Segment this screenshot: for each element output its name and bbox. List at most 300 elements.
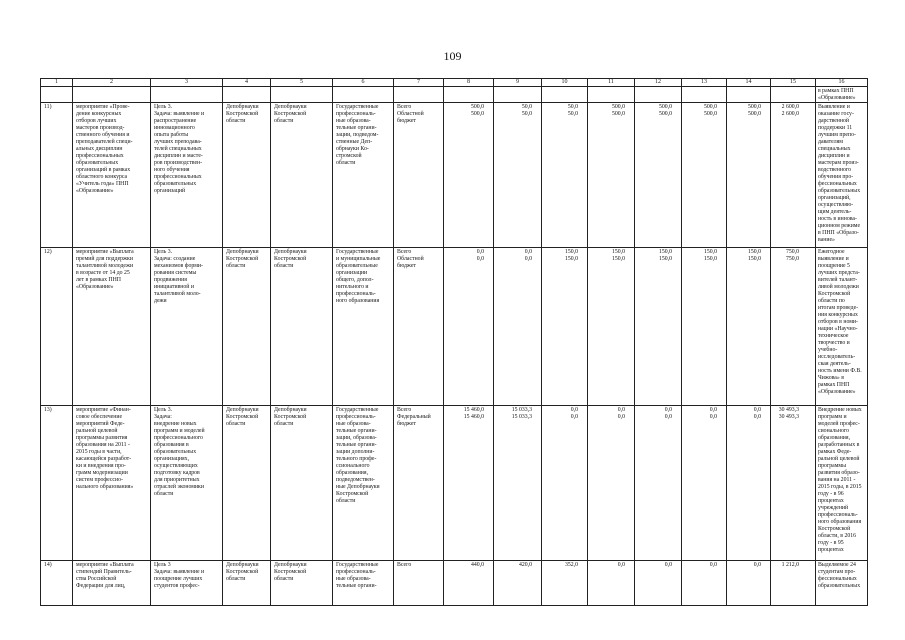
cell-col-16 xyxy=(816,103,868,248)
cell-line: 500,0 xyxy=(747,104,761,110)
cell-line: организациях, xyxy=(154,456,190,462)
cell-line: Костромской xyxy=(336,491,369,497)
cell-col-11 xyxy=(588,406,635,561)
cell-line: и муниципальные xyxy=(336,256,381,262)
cell-line: программы xyxy=(818,463,846,469)
cell-line: 2 600,0 xyxy=(781,104,799,110)
cell-line: Выявление и xyxy=(818,104,850,110)
cell-line: учебно- xyxy=(818,347,838,353)
cell-line: образования в xyxy=(154,442,189,448)
cell-col-3 xyxy=(151,561,223,606)
cell-line: сионального xyxy=(818,428,849,434)
cell-line: 150,0 xyxy=(703,249,717,255)
cell-line: ская деятель- xyxy=(818,361,851,367)
cell-line: ства Российской xyxy=(76,576,117,582)
cell-line: опыта работы xyxy=(154,132,189,138)
cell-line: 2 600,0 xyxy=(781,111,799,117)
cell-line: программ и xyxy=(818,414,847,420)
cell-col-15 xyxy=(771,406,816,561)
cell-line: ного образования xyxy=(336,298,380,304)
cell-col-14 xyxy=(727,561,771,606)
cell-line: преподавателей специ- xyxy=(76,139,133,145)
cell-line: Всего xyxy=(397,562,412,568)
cell-line: поддержки 11 xyxy=(818,125,853,131)
cell-line: «Учитель года» ПНП xyxy=(76,181,129,187)
cell-line: мероприятие «Финан- xyxy=(76,407,131,413)
cell-col-4 xyxy=(223,561,271,606)
cell-line: 352,0 xyxy=(564,562,578,568)
cell-col-9 xyxy=(494,406,542,561)
cell-line: Задача: выявление и xyxy=(154,569,205,575)
cell-line: ния конкурсных xyxy=(818,312,858,318)
cell-line: образовательных xyxy=(818,188,861,194)
cell-line: Всего xyxy=(397,249,412,255)
column-number-8: 8 xyxy=(444,79,494,87)
cell-line: 0,0 xyxy=(664,562,672,568)
cell-line: Государственные xyxy=(336,104,379,110)
cell-line: 750,0 xyxy=(785,256,799,262)
cell-line: студентов профес- xyxy=(154,583,200,589)
cell-line: Цель 3. xyxy=(154,104,173,110)
cell-line: Государственные xyxy=(336,562,379,568)
cell-line: 2015 годы, в 2015 xyxy=(818,484,862,490)
cell-line: образовательных xyxy=(76,160,119,166)
cell-line: подготовку кадров xyxy=(154,470,200,476)
column-number-7: 7 xyxy=(394,79,444,87)
cell-line: вителей талант- xyxy=(818,277,858,283)
cell-line: совое обеспечение xyxy=(76,414,123,420)
cell-line: 1 212,0 xyxy=(781,562,799,568)
cell-line: ральной целевой xyxy=(76,428,118,434)
cell-col-15 xyxy=(771,561,816,606)
cell-col-14 xyxy=(727,406,771,561)
cell-line: Государственные xyxy=(336,407,379,413)
cell-col-4 xyxy=(223,103,271,248)
cell-line: мероприятие «Выплата xyxy=(76,562,134,568)
cell-line: 15 033,3 xyxy=(511,414,532,420)
cell-line: творчество и xyxy=(818,340,850,346)
cell-line: ные образова- xyxy=(336,576,371,582)
cell-line: профессиональных xyxy=(154,174,202,180)
cell-col-9 xyxy=(494,103,542,248)
cell-line: Областной xyxy=(397,111,424,117)
cell-line: Федеральный xyxy=(397,414,431,420)
column-number-15: 15 xyxy=(771,79,816,87)
column-number-11: 11 xyxy=(588,79,635,87)
cell-line: для приоритетных xyxy=(154,477,200,483)
cell-line: 2015 годы в части, xyxy=(76,449,122,455)
cell-line: ность имени Ф.В. xyxy=(818,368,862,374)
cell-line: 0,0 xyxy=(476,249,484,255)
cell-line: осуществляю- xyxy=(818,202,854,208)
cell-line: 440,0 xyxy=(470,562,484,568)
table-row xyxy=(41,103,868,248)
cell-col-7 xyxy=(394,561,444,606)
cell-line: ность в иннова- xyxy=(818,216,857,222)
cell-line: Депобрнауки xyxy=(274,249,307,255)
cell-line: 14) xyxy=(44,562,52,568)
cell-col-8 xyxy=(444,406,494,561)
cell-col-3 xyxy=(151,248,223,406)
cell-line: поощрение лучших xyxy=(154,576,203,582)
cell-line: нации «Научно- xyxy=(818,326,858,332)
cell-line: Выделяемое 24 xyxy=(818,562,856,568)
cell-line: ционном режиме xyxy=(818,223,861,229)
cell-col-12 xyxy=(635,561,682,606)
cell-line: лучших предста- xyxy=(818,270,860,276)
cell-line: Депобрнауки xyxy=(226,407,259,413)
column-number-14: 14 xyxy=(727,79,771,87)
cell-col-10 xyxy=(542,87,588,103)
cell-col-3 xyxy=(151,87,223,103)
cell-line: образовательных xyxy=(818,583,861,589)
cell-line: Костромской xyxy=(226,256,259,262)
cell-line: 500,0 xyxy=(747,111,761,117)
cell-line: механизмов форми- xyxy=(154,263,203,269)
cell-line: 13) xyxy=(44,407,52,413)
cell-line: Депобрнауки xyxy=(274,104,307,110)
cell-line: вания на 2011 - xyxy=(818,477,856,483)
cell-line: лучшим препо- xyxy=(818,132,856,138)
cell-line: лет в рамках ПНП xyxy=(76,277,121,283)
cell-line: бюджет xyxy=(397,118,416,124)
cell-line: дарственной xyxy=(818,118,850,124)
cell-line: тельные органи- xyxy=(336,442,377,448)
cell-line: образования, xyxy=(818,435,851,441)
cell-line: 0,0 xyxy=(524,249,532,255)
cell-line: 0,0 xyxy=(709,562,717,568)
column-number-3: 3 xyxy=(151,79,223,87)
cell-col-8 xyxy=(444,87,494,103)
cell-line: разработанных в xyxy=(818,442,860,448)
cell-line: программ и моделей xyxy=(154,428,205,434)
cell-line: 30 493,3 xyxy=(778,407,799,413)
cell-col-4 xyxy=(223,248,271,406)
cell-line: образовательные xyxy=(336,263,378,269)
cell-line: Депобрнауки xyxy=(226,562,259,568)
cell-line: обучения про- xyxy=(818,174,854,180)
cell-col-12 xyxy=(635,87,682,103)
cell-line: 0,0 xyxy=(664,407,672,413)
cell-line: профессионального xyxy=(154,435,203,441)
cell-col-2 xyxy=(73,406,151,561)
cell-line: тельного профе- xyxy=(336,456,377,462)
cell-line: продвижения xyxy=(154,277,187,283)
cell-line: талантливой моло- xyxy=(154,291,201,297)
column-number-13: 13 xyxy=(682,79,727,87)
cell-line: Всего xyxy=(397,104,412,110)
cell-line: мероприятие «Выплата xyxy=(76,249,134,255)
cell-line: в рамках ПНП xyxy=(818,88,854,94)
cell-line: тельные органи- xyxy=(336,125,377,131)
cell-line: Костромской xyxy=(226,569,259,575)
cell-line: внедрение новых xyxy=(154,421,197,427)
cell-line: рамках ПНП xyxy=(818,382,850,388)
cell-line: Цель 3 xyxy=(154,562,171,568)
cell-line: профессиональ- xyxy=(336,414,376,420)
cell-col-14 xyxy=(727,87,771,103)
cell-line: 0,0 xyxy=(617,407,625,413)
cell-line: области xyxy=(154,491,174,497)
cell-col-11 xyxy=(588,87,635,103)
cell-line: 0,0 xyxy=(753,414,761,420)
table-row xyxy=(41,248,868,406)
cell-line: 500,0 xyxy=(611,104,625,110)
data-table xyxy=(40,78,868,606)
cell-col-13 xyxy=(682,103,727,248)
cell-line: области xyxy=(274,118,294,124)
cell-col-1 xyxy=(41,561,73,606)
cell-col-5 xyxy=(271,103,333,248)
cell-line: году - в 95 xyxy=(818,540,844,546)
cell-line: 500,0 xyxy=(470,111,484,117)
cell-col-7 xyxy=(394,87,444,103)
cell-col-7 xyxy=(394,103,444,248)
cell-line: обрнауки Ко- xyxy=(336,146,369,152)
cell-line: области xyxy=(274,576,294,582)
cell-col-13 xyxy=(682,561,727,606)
cell-line: профессиональ- xyxy=(336,569,376,575)
cell-line: отборов в номи- xyxy=(818,319,858,325)
cell-line: Государственные xyxy=(336,249,379,255)
cell-line: выявление и xyxy=(818,256,849,262)
cell-col-15 xyxy=(771,248,816,406)
cell-col-16 xyxy=(816,87,868,103)
cell-line: талантливой молодежи xyxy=(76,263,134,269)
cell-line: 500,0 xyxy=(611,111,625,117)
cell-line: специальных xyxy=(818,146,851,152)
cell-line: 0,0 xyxy=(753,407,761,413)
cell-line: 150,0 xyxy=(564,249,578,255)
cell-line: ральной целевой xyxy=(818,456,860,462)
cell-line: 500,0 xyxy=(703,104,717,110)
cell-line: 500,0 xyxy=(658,111,672,117)
cell-line: области xyxy=(336,160,356,166)
cell-line: дежи xyxy=(154,298,167,304)
cell-line: образовательных xyxy=(154,449,197,455)
cell-line: зации дополни- xyxy=(336,449,375,455)
cell-line: грамм модернизации xyxy=(76,470,128,476)
cell-line: 150,0 xyxy=(564,256,578,262)
cell-line: «Образование» xyxy=(76,188,114,194)
cell-col-6 xyxy=(333,248,394,406)
cell-line: 0,0 xyxy=(524,256,532,262)
cell-line: ные образова- xyxy=(336,118,371,124)
column-number-12: 12 xyxy=(635,79,682,87)
cell-line: нального образования» xyxy=(76,484,134,490)
header-row xyxy=(41,79,868,87)
cell-line: Задача: выявление и xyxy=(154,111,205,117)
cell-line: вание» xyxy=(818,237,835,243)
cell-line: Костромской xyxy=(274,111,307,117)
cell-line: 30 493,3 xyxy=(778,414,799,420)
cell-line: телей специальных xyxy=(154,146,202,152)
cell-col-6 xyxy=(333,406,394,561)
cell-line: стромской xyxy=(336,153,362,159)
cell-line: студентам про- xyxy=(818,569,856,575)
cell-line: организации xyxy=(336,270,368,276)
cell-line: области, в 2016 xyxy=(818,533,857,539)
cell-line: ливой молодежи xyxy=(818,284,859,290)
cell-col-2 xyxy=(73,103,151,248)
cell-line: процентах xyxy=(818,547,844,553)
cell-col-9 xyxy=(494,561,542,606)
cell-col-12 xyxy=(635,248,682,406)
cell-col-12 xyxy=(635,406,682,561)
cell-line: Костромской xyxy=(274,569,307,575)
cell-line: отборов лучших xyxy=(76,118,117,124)
cell-line: образования на 2011 - xyxy=(76,442,130,448)
cell-line: 0,0 xyxy=(570,414,578,420)
cell-line: Депобрнауки xyxy=(274,562,307,568)
cell-line: инновационного xyxy=(154,125,195,131)
cell-line: области xyxy=(226,263,246,269)
cell-line: фессиональных xyxy=(818,576,857,582)
cell-line: в ПНП «Образо- xyxy=(818,230,859,236)
cell-col-1 xyxy=(41,406,73,561)
cell-line: Областной xyxy=(397,256,424,262)
cell-line: процентах xyxy=(818,498,844,504)
cell-line: 150,0 xyxy=(747,256,761,262)
cell-line: оказание госу- xyxy=(818,111,854,117)
cell-line: 0,0 xyxy=(753,562,761,568)
cell-line: ственные Деп- xyxy=(336,139,373,145)
cell-line: Чижова» в xyxy=(818,375,844,381)
cell-line: дение конкурсных xyxy=(76,111,122,117)
cell-line: 150,0 xyxy=(658,249,672,255)
cell-col-11 xyxy=(588,561,635,606)
cell-line: поощрение 5 xyxy=(818,263,850,269)
cell-line: мастеров производ- xyxy=(76,125,125,131)
table-row xyxy=(41,406,868,561)
cell-line: техническое xyxy=(818,333,849,339)
column-number-1: 1 xyxy=(41,79,73,87)
cell-line: зации, подведом- xyxy=(336,132,379,138)
cell-line: отраслей экономики xyxy=(154,484,204,490)
cell-line: области xyxy=(274,421,294,427)
cell-line: 0,0 xyxy=(664,414,672,420)
cell-line: итогам проведе- xyxy=(818,305,859,311)
cell-line: Всего xyxy=(397,407,412,413)
cell-col-16 xyxy=(816,406,868,561)
cell-line: Костромской xyxy=(818,291,851,297)
cell-col-5 xyxy=(271,406,333,561)
column-number-4: 4 xyxy=(223,79,271,87)
cell-line: Ежегодное xyxy=(818,249,845,255)
column-number-10: 10 xyxy=(542,79,588,87)
cell-line: 0,0 xyxy=(709,407,717,413)
cell-line: Цель 3. xyxy=(154,407,173,413)
cell-line: Депобрнауки xyxy=(274,407,307,413)
cell-line: общего, допол- xyxy=(336,277,374,283)
cell-line: ного образования xyxy=(818,519,862,525)
cell-col-16 xyxy=(816,248,868,406)
cell-line: подведомствен- xyxy=(336,477,375,483)
cell-col-1 xyxy=(41,103,73,248)
cell-line: лучших преподава- xyxy=(154,139,202,145)
column-number-5: 5 xyxy=(271,79,333,87)
cell-col-1 xyxy=(41,248,73,406)
cell-line: Цель 3. xyxy=(154,249,173,255)
cell-col-16 xyxy=(816,561,868,606)
cell-line: 15 460,0 xyxy=(463,414,484,420)
cell-line: мастерам произ- xyxy=(818,160,859,166)
cell-col-3 xyxy=(151,103,223,248)
cell-line: 50,0 xyxy=(521,104,532,110)
cell-col-2 xyxy=(73,561,151,606)
cell-line: развития образо- xyxy=(818,470,860,476)
cell-line: тельные органи- xyxy=(336,428,377,434)
cell-line: профессиональ- xyxy=(336,291,376,297)
cell-line: «Образование» xyxy=(76,284,114,290)
cell-line: Костромской xyxy=(274,414,307,420)
cell-col-9 xyxy=(494,87,542,103)
cell-line: в возрасте от 14 до 25 xyxy=(76,270,130,276)
cell-line: ки и внедрения про- xyxy=(76,463,126,469)
cell-line: 150,0 xyxy=(611,249,625,255)
cell-col-15 xyxy=(771,103,816,248)
cell-col-6 xyxy=(333,103,394,248)
cell-col-4 xyxy=(223,406,271,561)
cell-line: Внедрение новых xyxy=(818,407,862,413)
cell-line: осуществляющих xyxy=(154,463,198,469)
cell-col-1 xyxy=(41,87,73,103)
cell-line: 50,0 xyxy=(567,104,578,110)
cell-line: бюджет xyxy=(397,263,416,269)
cell-col-11 xyxy=(588,248,635,406)
cell-col-5 xyxy=(271,87,333,103)
cell-col-14 xyxy=(727,248,771,406)
cell-line: ров производствен- xyxy=(154,160,203,166)
cell-line: Задача: xyxy=(154,414,172,420)
cell-col-10 xyxy=(542,103,588,248)
cell-line: Костромской xyxy=(226,111,259,117)
cell-col-8 xyxy=(444,248,494,406)
cell-line: программы развития xyxy=(76,435,128,441)
cell-col-2 xyxy=(73,87,151,103)
cell-line: водственного xyxy=(818,167,851,173)
cell-line: стипендий Правитель- xyxy=(76,569,132,575)
column-number-16: 16 xyxy=(816,79,868,87)
cell-line: 50,0 xyxy=(521,111,532,117)
cell-line: 12) xyxy=(44,249,52,255)
cell-line: альных дисциплин xyxy=(76,146,123,152)
cell-col-7 xyxy=(394,248,444,406)
cell-line: Костромской xyxy=(818,526,851,532)
cell-line: бюджет xyxy=(397,421,416,427)
cell-line: Костромской xyxy=(226,414,259,420)
cell-line: тельные органи- xyxy=(336,583,377,589)
cell-line: профессиональных xyxy=(76,153,124,159)
cell-col-11 xyxy=(588,103,635,248)
cell-col-8 xyxy=(444,103,494,248)
cell-line: Депобрнауки xyxy=(226,249,259,255)
cell-line: 500,0 xyxy=(470,104,484,110)
cell-line: 0,0 xyxy=(709,414,717,420)
table-row xyxy=(41,87,868,103)
cell-line: областного конкурса xyxy=(76,174,128,180)
table-row xyxy=(41,561,868,606)
cell-line: области xyxy=(274,263,294,269)
cell-line: зации, образова- xyxy=(336,435,377,441)
cell-line: образовательных xyxy=(154,181,197,187)
cell-line: ного обучения xyxy=(154,167,190,173)
cell-line: ссионального xyxy=(336,463,370,469)
cell-col-10 xyxy=(542,248,588,406)
cell-line: давателям xyxy=(818,139,843,145)
cell-line: мероприятие «Прове- xyxy=(76,104,130,110)
cell-line: 0,0 xyxy=(570,407,578,413)
